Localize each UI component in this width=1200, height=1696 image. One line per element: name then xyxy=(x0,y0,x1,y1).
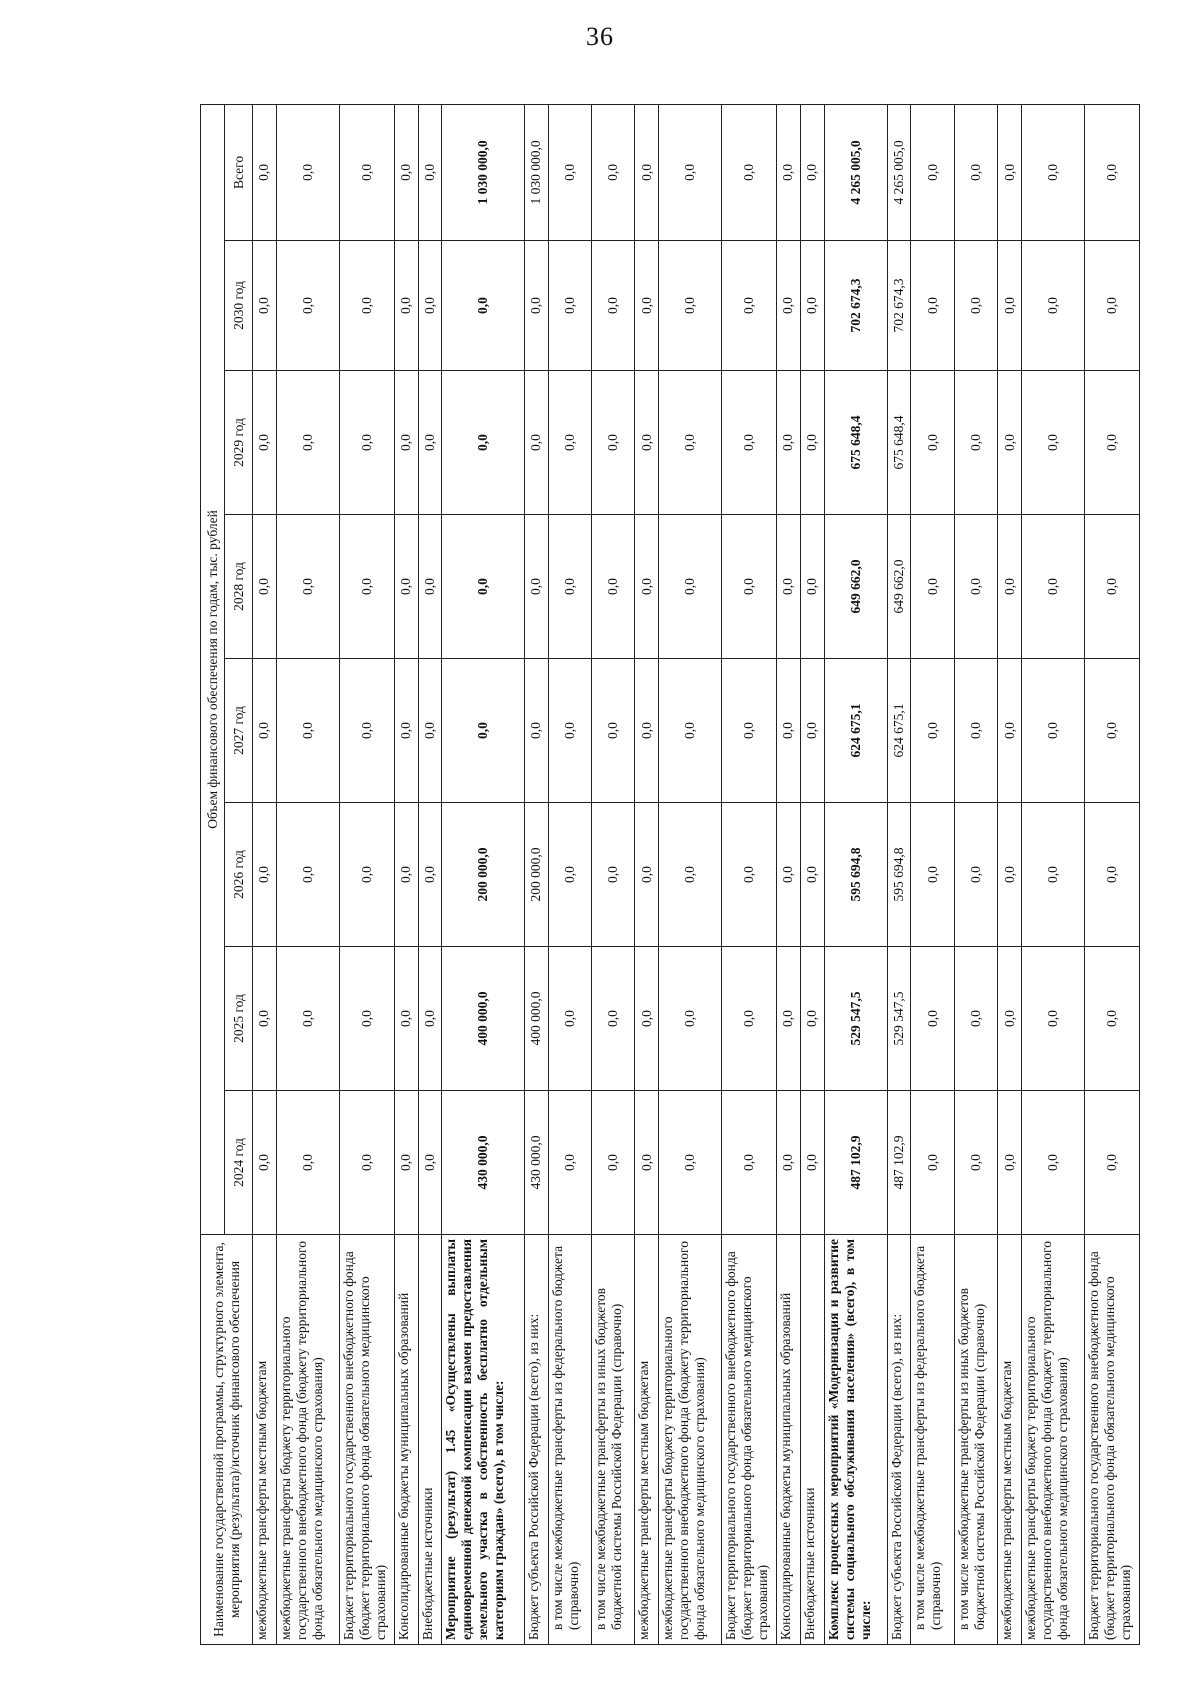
row-year-value: 0,0 xyxy=(591,515,634,659)
row-year-value: 0,0 xyxy=(339,241,394,371)
row-year-value: 0,0 xyxy=(524,371,548,515)
row-total-value: 0,0 xyxy=(418,104,442,240)
row-year-value: 0,0 xyxy=(591,659,634,803)
row-year-value: 0,0 xyxy=(722,659,777,803)
row-year-value: 0,0 xyxy=(954,803,997,947)
header-year: 2026 год xyxy=(225,803,253,947)
row-year-value: 0,0 xyxy=(591,803,634,947)
row-year-value: 0,0 xyxy=(418,1091,442,1235)
row-total-value: 0,0 xyxy=(998,104,1022,240)
row-total-value: 0,0 xyxy=(591,104,634,240)
row-year-value: 702 674,3 xyxy=(824,241,887,371)
row-year-value: 0,0 xyxy=(253,515,277,659)
row-label: Бюджет территориального государственного внебюджетного фонда (бюджет территориального фонда обязательного медицинского страхования) xyxy=(1084,1235,1139,1645)
row-label: в том числе межбюджетные трансферты из федерального бюджета (справочно) xyxy=(911,1235,954,1645)
row-year-value: 0,0 xyxy=(635,1091,659,1235)
row-year-value: 0,0 xyxy=(635,515,659,659)
row-year-value: 0,0 xyxy=(1084,947,1139,1091)
row-label: в том числе межбюджетные трансферты из федерального бюджета (справочно) xyxy=(548,1235,591,1645)
table-row xyxy=(591,104,634,1644)
row-year-value: 0,0 xyxy=(524,659,548,803)
row-year-value: 0,0 xyxy=(418,659,442,803)
row-year-value: 0,0 xyxy=(253,1091,277,1235)
row-year-value: 0,0 xyxy=(954,515,997,659)
row-year-value: 0,0 xyxy=(442,371,524,515)
row-year-value: 0,0 xyxy=(722,947,777,1091)
row-year-value: 0,0 xyxy=(911,371,954,515)
table-row xyxy=(524,104,548,1644)
row-year-value: 0,0 xyxy=(276,515,339,659)
table-row xyxy=(1021,104,1084,1644)
row-year-value: 0,0 xyxy=(1021,803,1084,947)
row-label: Консолидированные бюджеты муниципальных образований xyxy=(777,1235,801,1645)
row-year-value: 200 000,0 xyxy=(524,803,548,947)
header-total: Всего xyxy=(225,104,253,240)
row-year-value: 0,0 xyxy=(635,803,659,947)
row-year-value: 595 694,8 xyxy=(887,803,911,947)
table-row xyxy=(442,104,524,1644)
row-year-value: 0,0 xyxy=(339,803,394,947)
row-total-value: 0,0 xyxy=(722,104,777,240)
row-year-value: 430 000,0 xyxy=(442,1091,524,1235)
row-year-value: 0,0 xyxy=(722,241,777,371)
row-year-value: 0,0 xyxy=(418,241,442,371)
row-label: Консолидированные бюджеты муниципальных образований xyxy=(394,1235,418,1645)
row-year-value: 0,0 xyxy=(548,659,591,803)
header-year: 2025 год xyxy=(225,947,253,1091)
row-year-value: 0,0 xyxy=(548,371,591,515)
table-row xyxy=(659,104,722,1644)
table-row xyxy=(339,104,394,1644)
row-year-value: 0,0 xyxy=(800,947,824,1091)
row-year-value: 0,0 xyxy=(276,659,339,803)
rotated-table-container xyxy=(200,105,1140,1645)
header-name-col: Наименование государственной программы, структурного элемента, мероприятия (результата)/источник финансового обеспечения xyxy=(201,1235,253,1645)
row-year-value: 0,0 xyxy=(800,515,824,659)
table-row xyxy=(954,104,997,1644)
row-label: Внебюджетные источники xyxy=(800,1235,824,1645)
row-year-value: 0,0 xyxy=(253,241,277,371)
table-row xyxy=(418,104,442,1644)
row-year-value: 529 547,5 xyxy=(824,947,887,1091)
row-year-value: 0,0 xyxy=(635,371,659,515)
header-year: 2030 год xyxy=(225,241,253,371)
row-year-value: 0,0 xyxy=(954,659,997,803)
row-total-value: 0,0 xyxy=(800,104,824,240)
row-year-value: 0,0 xyxy=(635,241,659,371)
row-total-value: 0,0 xyxy=(253,104,277,240)
row-year-value: 0,0 xyxy=(998,659,1022,803)
row-label: межбюджетные трансферты местным бюджетам xyxy=(253,1235,277,1645)
row-total-value: 0,0 xyxy=(548,104,591,240)
table-row xyxy=(800,104,824,1644)
table-row xyxy=(276,104,339,1644)
row-year-value: 0,0 xyxy=(1021,659,1084,803)
financing-table xyxy=(200,104,1140,1645)
row-total-value: 0,0 xyxy=(276,104,339,240)
row-year-value: 0,0 xyxy=(659,241,722,371)
table-body xyxy=(253,104,1140,1644)
row-year-value: 0,0 xyxy=(998,1091,1022,1235)
row-total-value: 0,0 xyxy=(659,104,722,240)
row-year-value: 0,0 xyxy=(1084,371,1139,515)
row-year-value: 0,0 xyxy=(998,947,1022,1091)
row-year-value: 0,0 xyxy=(394,515,418,659)
row-total-value: 0,0 xyxy=(394,104,418,240)
row-year-value: 0,0 xyxy=(722,371,777,515)
row-year-value: 0,0 xyxy=(548,515,591,659)
row-year-value: 675 648,4 xyxy=(887,371,911,515)
row-year-value: 0,0 xyxy=(954,241,997,371)
row-year-value: 0,0 xyxy=(800,1091,824,1235)
row-year-value: 0,0 xyxy=(1084,803,1139,947)
row-label: межбюджетные трансферты местным бюджетам xyxy=(998,1235,1022,1645)
header-year: 2028 год xyxy=(225,515,253,659)
row-year-value: 0,0 xyxy=(418,947,442,1091)
row-year-value: 0,0 xyxy=(394,241,418,371)
row-total-value: 0,0 xyxy=(1021,104,1084,240)
row-year-value: 0,0 xyxy=(591,371,634,515)
row-year-value: 0,0 xyxy=(777,659,801,803)
row-year-value: 0,0 xyxy=(635,947,659,1091)
row-total-value: 4 265 005,0 xyxy=(887,104,911,240)
page-number: 36 xyxy=(586,22,614,51)
row-year-value: 430 000,0 xyxy=(524,1091,548,1235)
row-total-value: 0,0 xyxy=(954,104,997,240)
row-year-value: 0,0 xyxy=(911,515,954,659)
row-year-value: 0,0 xyxy=(1021,515,1084,659)
row-year-value: 0,0 xyxy=(442,659,524,803)
row-year-value: 0,0 xyxy=(276,241,339,371)
row-year-value: 0,0 xyxy=(524,241,548,371)
row-year-value: 0,0 xyxy=(276,371,339,515)
row-year-value: 0,0 xyxy=(911,803,954,947)
row-total-value: 0,0 xyxy=(911,104,954,240)
row-total-value: 0,0 xyxy=(1084,104,1139,240)
row-year-value: 0,0 xyxy=(591,241,634,371)
table-row xyxy=(911,104,954,1644)
row-year-value: 0,0 xyxy=(1084,1091,1139,1235)
row-year-value: 0,0 xyxy=(800,803,824,947)
row-year-value: 0,0 xyxy=(394,1091,418,1235)
row-year-value: 0,0 xyxy=(777,515,801,659)
row-total-value: 0,0 xyxy=(777,104,801,240)
row-total-value: 1 030 000,0 xyxy=(524,104,548,240)
row-year-value: 0,0 xyxy=(659,659,722,803)
table-row xyxy=(777,104,801,1644)
row-year-value: 0,0 xyxy=(548,1091,591,1235)
row-year-value: 0,0 xyxy=(339,1091,394,1235)
row-label: Бюджет субъекта Российской Федерации (всего), из них: xyxy=(887,1235,911,1645)
row-year-value: 0,0 xyxy=(722,803,777,947)
row-year-value: 0,0 xyxy=(339,515,394,659)
row-label: Бюджет субъекта Российской Федерации (всего), из них: xyxy=(524,1235,548,1645)
row-year-value: 0,0 xyxy=(954,371,997,515)
row-year-value: 0,0 xyxy=(442,515,524,659)
row-year-value: 200 000,0 xyxy=(442,803,524,947)
row-year-value: 0,0 xyxy=(339,371,394,515)
row-year-value: 0,0 xyxy=(276,1091,339,1235)
row-year-value: 529 547,5 xyxy=(887,947,911,1091)
row-year-value: 0,0 xyxy=(998,241,1022,371)
row-year-value: 0,0 xyxy=(659,515,722,659)
row-year-value: 0,0 xyxy=(911,241,954,371)
row-label: в том числе межбюджетные трансферты из иных бюджетов бюджетной системы Российской Федерации (справочно) xyxy=(591,1235,634,1645)
row-year-value: 675 648,4 xyxy=(824,371,887,515)
row-year-value: 0,0 xyxy=(800,241,824,371)
row-year-value: 0,0 xyxy=(777,371,801,515)
row-year-value: 0,0 xyxy=(659,947,722,1091)
row-total-value: 1 030 000,0 xyxy=(442,104,524,240)
row-year-value: 0,0 xyxy=(394,371,418,515)
header-row-top xyxy=(201,104,225,1644)
row-label: в том числе межбюджетные трансферты из иных бюджетов бюджетной системы Российской Федерации (справочно) xyxy=(954,1235,997,1645)
row-total-value: 0,0 xyxy=(635,104,659,240)
row-year-value: 0,0 xyxy=(998,803,1022,947)
row-year-value: 487 102,9 xyxy=(824,1091,887,1235)
row-year-value: 0,0 xyxy=(1021,371,1084,515)
row-year-value: 0,0 xyxy=(954,1091,997,1235)
row-label: межбюджетные трансферты местным бюджетам xyxy=(635,1235,659,1645)
row-year-value: 0,0 xyxy=(777,1091,801,1235)
row-year-value: 0,0 xyxy=(548,241,591,371)
row-year-value: 0,0 xyxy=(911,1091,954,1235)
row-year-value: 400 000,0 xyxy=(524,947,548,1091)
table-row xyxy=(887,104,911,1644)
row-year-value: 0,0 xyxy=(911,947,954,1091)
row-label: межбюджетные трансферты бюджету территориального государственного внебюджетного фонда (бюджету территориального фонда обязательного медицинского страхования) xyxy=(1021,1235,1084,1645)
row-label: межбюджетные трансферты бюджету территориального государственного внебюджетного фонда (бюджету территориального фонда обязательного медицинского страхования) xyxy=(659,1235,722,1645)
row-year-value: 0,0 xyxy=(777,947,801,1091)
table-row xyxy=(548,104,591,1644)
row-year-value: 624 675,1 xyxy=(824,659,887,803)
row-label: Бюджет территориального государственного внебюджетного фонда (бюджет территориального фонда обязательного медицинского страхования) xyxy=(722,1235,777,1645)
row-year-value: 0,0 xyxy=(276,947,339,1091)
row-year-value: 0,0 xyxy=(1021,947,1084,1091)
row-year-value: 0,0 xyxy=(548,803,591,947)
header-year: 2027 год xyxy=(225,659,253,803)
table-row xyxy=(1084,104,1139,1644)
row-label: Мероприятие (результат) 1.45 «Осуществлены выплаты единовременной денежной компенсации взамен предоставления земельного участка в собственность бесплатно отдельным категориям граждан» (всего), в том числе: xyxy=(442,1235,524,1645)
row-year-value: 0,0 xyxy=(954,947,997,1091)
row-year-value: 0,0 xyxy=(722,515,777,659)
row-year-value: 0,0 xyxy=(635,659,659,803)
row-year-value: 624 675,1 xyxy=(887,659,911,803)
row-year-value: 0,0 xyxy=(800,371,824,515)
row-year-value: 487 102,9 xyxy=(887,1091,911,1235)
row-year-value: 0,0 xyxy=(394,659,418,803)
row-year-value: 0,0 xyxy=(722,1091,777,1235)
row-year-value: 0,0 xyxy=(442,241,524,371)
row-year-value: 702 674,3 xyxy=(887,241,911,371)
row-year-value: 0,0 xyxy=(276,803,339,947)
row-label: Внебюджетные источники xyxy=(418,1235,442,1645)
row-year-value: 0,0 xyxy=(911,659,954,803)
row-year-value: 0,0 xyxy=(394,947,418,1091)
row-year-value: 0,0 xyxy=(253,947,277,1091)
row-year-value: 0,0 xyxy=(394,803,418,947)
row-year-value: 0,0 xyxy=(253,371,277,515)
row-year-value: 0,0 xyxy=(659,1091,722,1235)
row-year-value: 0,0 xyxy=(1021,241,1084,371)
row-year-value: 0,0 xyxy=(1084,515,1139,659)
row-year-value: 0,0 xyxy=(339,947,394,1091)
row-total-value: 4 265 005,0 xyxy=(824,104,887,240)
row-year-value: 0,0 xyxy=(253,659,277,803)
row-year-value: 0,0 xyxy=(591,1091,634,1235)
row-year-value: 0,0 xyxy=(777,241,801,371)
table-row xyxy=(722,104,777,1644)
row-year-value: 0,0 xyxy=(998,515,1022,659)
row-label: Бюджет территориального государственного внебюджетного фонда (бюджет территориального фонда обязательного медицинского страхования) xyxy=(339,1235,394,1645)
row-year-value: 0,0 xyxy=(777,803,801,947)
row-year-value: 0,0 xyxy=(524,515,548,659)
table-row xyxy=(253,104,277,1644)
row-total-value: 0,0 xyxy=(339,104,394,240)
row-label: Комплекс процессных мероприятий «Модернизация и развитие системы социального обслуживания населения» (всего), в том числе: xyxy=(824,1235,887,1645)
row-year-value: 0,0 xyxy=(1021,1091,1084,1235)
header-volume-group: Объем финансового обеспечения по годам, тыс. рублей xyxy=(201,104,225,1234)
row-year-value: 0,0 xyxy=(591,947,634,1091)
row-year-value: 649 662,0 xyxy=(824,515,887,659)
row-year-value: 0,0 xyxy=(1084,659,1139,803)
row-year-value: 0,0 xyxy=(418,803,442,947)
row-year-value: 0,0 xyxy=(1084,241,1139,371)
row-year-value: 0,0 xyxy=(659,803,722,947)
header-year: 2029 год xyxy=(225,371,253,515)
table-row xyxy=(998,104,1022,1644)
table-row xyxy=(394,104,418,1644)
row-year-value: 649 662,0 xyxy=(887,515,911,659)
row-year-value: 0,0 xyxy=(548,947,591,1091)
row-year-value: 0,0 xyxy=(253,803,277,947)
row-year-value: 0,0 xyxy=(418,371,442,515)
row-year-value: 0,0 xyxy=(998,371,1022,515)
row-year-value: 0,0 xyxy=(659,371,722,515)
row-label: межбюджетные трансферты бюджету территориального государственного внебюджетного фонда (бюджету территориального фонда обязательного медицинского страхования) xyxy=(276,1235,339,1645)
table-row xyxy=(824,104,887,1644)
row-year-value: 0,0 xyxy=(339,659,394,803)
row-year-value: 0,0 xyxy=(800,659,824,803)
header-year: 2024 год xyxy=(225,1091,253,1235)
row-year-value: 0,0 xyxy=(418,515,442,659)
row-year-value: 400 000,0 xyxy=(442,947,524,1091)
row-year-value: 595 694,8 xyxy=(824,803,887,947)
table-row xyxy=(635,104,659,1644)
